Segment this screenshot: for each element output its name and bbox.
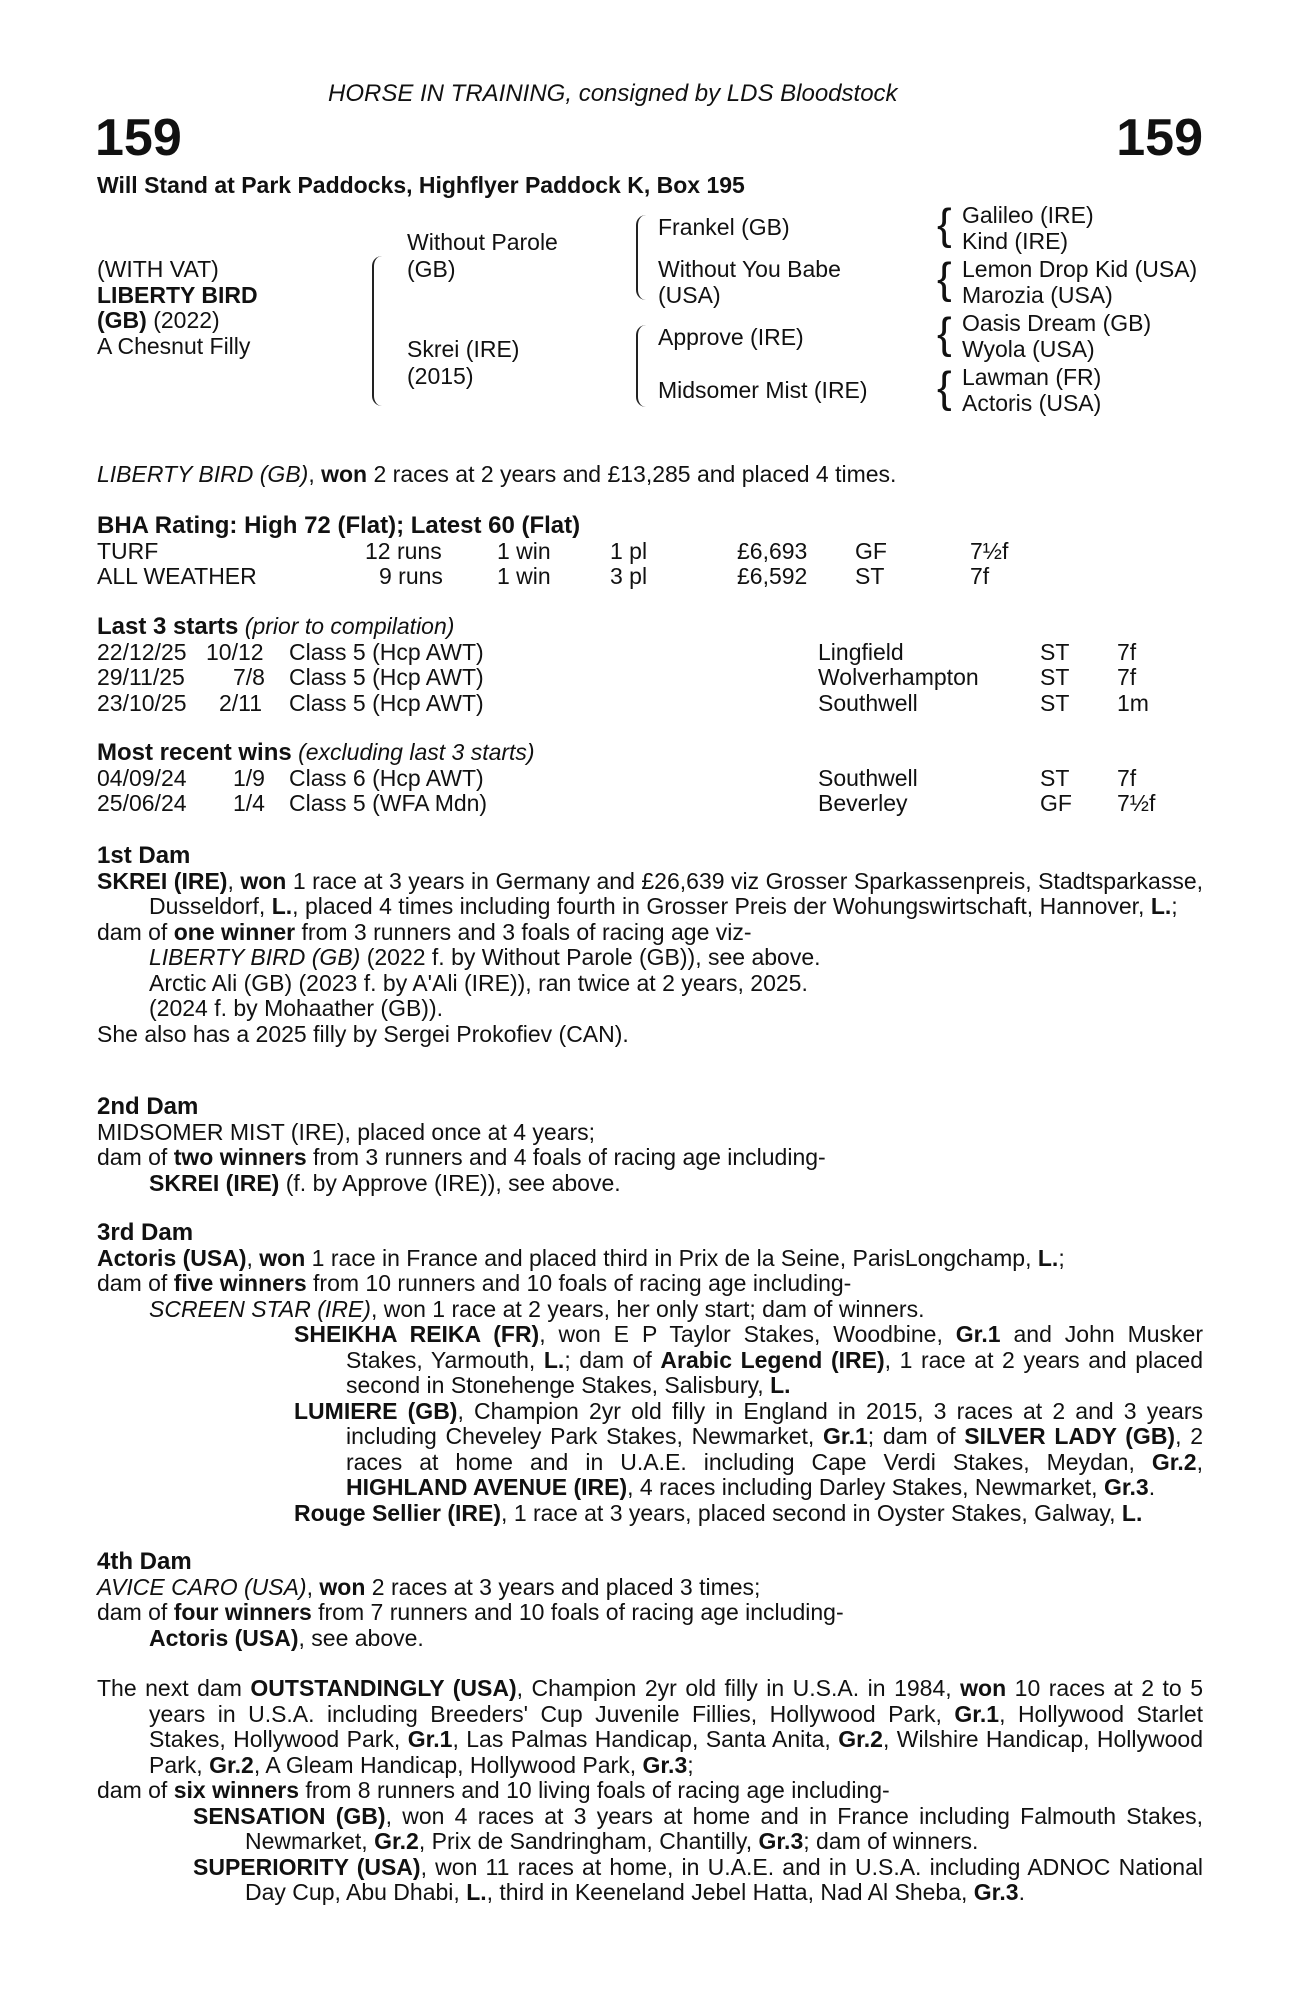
text: (f. by Approve (IRE)), see above. [279, 1169, 621, 1196]
text: from 3 runners and 4 foals of racing age including- [306, 1144, 826, 1170]
text: ; dam of [564, 1346, 661, 1373]
start-position: 10/12 [206, 638, 264, 665]
dam-name: OUTSTANDINGLY (USA) [250, 1675, 517, 1701]
winners-count: six winners [173, 1777, 299, 1803]
rating-row-aw [97, 564, 1203, 590]
listed-label: L. [770, 1372, 791, 1398]
dam4-produce-summary [97, 1600, 1203, 1626]
text: , Hollywood Starlet Stakes, Hollywood Park, [149, 1700, 1203, 1752]
grade-label: Gr.1 [954, 1700, 1000, 1727]
dam4-record: AVICE CARO (USA), won 2 races at 3 years and placed 3 times; [97, 1573, 761, 1600]
text: from 10 runners and 10 foals of racing age including- [306, 1270, 852, 1296]
text: , Champion 2yr old filly in U.S.A. in 1984, [516, 1675, 961, 1701]
rating-wins: 1 win [497, 537, 551, 564]
produce-item [97, 1501, 1203, 1527]
winners-count: five winners [173, 1270, 307, 1296]
text: ; [687, 1751, 694, 1778]
text: , see above. [298, 1624, 424, 1651]
produce-name: SENSATION (GB) [193, 1802, 386, 1829]
start-position: 2/11 [219, 689, 263, 716]
text: ; [1058, 1244, 1065, 1271]
grade-label: Gr.3 [1103, 1474, 1149, 1500]
start-course: Lingfield [818, 638, 904, 665]
win-position: 1/4 [233, 790, 265, 816]
dam2-record: MIDSOMER MIST (IRE), placed once at 4 years; [97, 1118, 596, 1145]
win-row [97, 791, 1203, 817]
text: dam of [97, 1270, 174, 1296]
rating-row-turf [97, 539, 1203, 565]
win-race: Class 5 (WFA Mdn) [289, 790, 488, 816]
grade-label: Gr.1 [407, 1726, 453, 1752]
next-dam-record [97, 1676, 1203, 1778]
text: , won 4 races at 3 years at home and in France including Falmouth Stakes, Newmarket, [245, 1802, 1204, 1854]
sire: Without Parole [407, 229, 558, 255]
produce-name: Arabic Legend (IRE) [660, 1346, 885, 1373]
text: , Champion 2yr old filly in England in 2015, 3 races at 2 and 3 years including Cheveley Park Stakes, Newmarket, [346, 1397, 1203, 1449]
brace-gen1 [372, 256, 384, 406]
win-date: 04/09/24 [97, 764, 187, 791]
produce-name: LUMIERE (GB) [294, 1397, 458, 1424]
produce-item [97, 1626, 1203, 1652]
brace-gen3-1: { [937, 200, 952, 249]
section-heading: 4th Dam [97, 1548, 192, 1575]
win-position: 1/9 [233, 764, 265, 791]
listed-label: L. [1150, 893, 1172, 919]
horse-country: (GB) [97, 307, 147, 333]
rating-runs: 9 runs [379, 563, 443, 589]
brace-gen3-3: { [937, 309, 952, 358]
listed-label: L. [1121, 1499, 1143, 1526]
win-going: GF [1040, 790, 1072, 816]
text: , A Gleam Handicap, Hollywood Park, [253, 1751, 643, 1778]
sire-country: (GB) [407, 256, 456, 282]
winners-count: two winners [173, 1144, 307, 1170]
text: 10 races at 2 to 5 years in U.S.A. including Breeders' Cup Juvenile Fillies, Hollywood Park, [149, 1675, 1203, 1727]
grade-label: Gr.3 [758, 1828, 804, 1854]
text: (2022 f. by Without Parole (GB)), see above. [360, 944, 821, 970]
text: , 4 races including Darley Stakes, Newmarket, [627, 1474, 1104, 1500]
won-label: won [240, 867, 287, 894]
start-date: 22/12/25 [97, 638, 187, 665]
fourth-dam-section [97, 1549, 1203, 1651]
won-label: won [319, 1573, 366, 1600]
produce-item: Arctic Ali (GB) (2023 f. by A'Ali (IRE)), ran twice at 2 years, 2025. [149, 969, 808, 996]
produce-note: She also has a 2025 filly by Sergei Prokofiev (CAN). [97, 1020, 629, 1047]
wins-heading [97, 740, 1203, 766]
vat-note: (WITH VAT) [97, 256, 219, 282]
produce-item [97, 1855, 1203, 1906]
produce-item: LUMIERE (GB), Champion 2yr old filly in England in 2015, 3 races at 2 and 3 years including Cheveley Park Stakes, Newmarket, Gr.1; dam of SILVER LADY (GB), 2 races at home and in U.A.E. including Cape Verdi Stakes, Meydan, Gr.2, HIGHLAND AVENUE (IRE), 4 races including Darley Stakes, Newmarket, Gr.3. [294, 1397, 1204, 1500]
dam-name: Actoris (USA) [97, 1244, 247, 1271]
start-course: Southwell [818, 689, 918, 716]
horse-year: (2022) [153, 307, 220, 333]
win-row [97, 766, 1203, 792]
rating-going: ST [855, 563, 885, 589]
win-date: 25/06/24 [97, 790, 187, 816]
start-row [97, 640, 1203, 666]
start-row [97, 691, 1203, 717]
win-course: Beverley [818, 790, 908, 816]
produce-name: SKREI (IRE) [149, 1169, 280, 1196]
brace-gen2-dam [636, 325, 648, 407]
dam-sire-sire: Oasis Dream (GB) [962, 310, 1152, 336]
sire-sire: Frankel (GB) [658, 214, 790, 240]
grade-label: Gr.3 [973, 1879, 1019, 1905]
sire-sire-dam: Kind (IRE) [962, 228, 1069, 254]
text: dam of [97, 1599, 174, 1625]
listed-label: L. [271, 893, 293, 919]
grade-label: Gr.2 [838, 1726, 883, 1752]
last3-note: (prior to compilation) [244, 613, 455, 639]
rating-runs: 12 runs [365, 537, 442, 564]
brace-gen3-4: { [937, 363, 952, 412]
dam-dam-sire: Lawman (FR) [962, 364, 1102, 390]
section-heading: 3rd Dam [97, 1219, 194, 1246]
stable-location: Will Stand at Park Paddocks, Highflyer Paddock K, Box 195 [97, 172, 745, 198]
text: 2 races at 3 years and placed 3 times; [365, 1573, 761, 1600]
produce-item: (2024 f. by Mohaather (GB)). [149, 995, 444, 1021]
produce-name: SUPERIORITY (USA) [193, 1853, 421, 1880]
text: , Prix de Sandringham, Chantilly, [418, 1828, 759, 1854]
wins-title: Most recent wins [97, 739, 292, 766]
win-course: Southwell [818, 764, 918, 791]
text: , Las Palmas Handicap, Santa Anita, [452, 1726, 839, 1752]
produce-item [97, 1297, 1203, 1323]
last3-title: Last 3 starts [97, 613, 239, 640]
most-recent-wins [97, 740, 1203, 817]
dam-name: SKREI (IRE) [97, 867, 228, 894]
next-dam-section [97, 1676, 1203, 1906]
wins-note: (excluding last 3 starts) [298, 739, 535, 765]
section-heading: 2nd Dam [97, 1093, 199, 1120]
sire-dam-country: (USA) [658, 282, 721, 308]
won-label: won [960, 1675, 1007, 1701]
grade-label: Gr.1 [823, 1423, 868, 1449]
text: dam of [97, 1144, 174, 1170]
start-going: ST [1040, 689, 1070, 716]
dam: Skrei (IRE) [407, 336, 520, 362]
sire-dam-sire: Lemon Drop Kid (USA) [962, 256, 1198, 282]
dam1-produce-summary [97, 920, 1203, 946]
text: 1 race in France and placed third in Prix de la Seine, ParisLongchamp, [305, 1244, 1038, 1271]
text: , won 1 race at 2 years, her only start; dam of winners. [370, 1295, 925, 1322]
summary-text: 2 races at 2 years and £13,285 and placed 4 times. [367, 461, 897, 487]
dam-sire-dam: Wyola (USA) [962, 336, 1095, 362]
start-date: 23/10/25 [97, 689, 187, 716]
rating-places: 3 pl [610, 563, 648, 589]
produce-name: HIGHLAND AVENUE (IRE) [346, 1474, 628, 1500]
last3-heading [97, 614, 1203, 640]
rating-surface: TURF [97, 537, 159, 564]
text: from 3 runners and 3 foals of racing age viz- [295, 918, 752, 945]
last-3-starts [97, 614, 1203, 716]
text: from 7 runners and 10 foals of racing age including- [311, 1599, 844, 1625]
text: , Wilshire Handicap, Hollywood Park, [149, 1726, 1203, 1778]
rating-prize: £6,592 [737, 563, 808, 589]
next-dam-produce-summary [97, 1778, 1203, 1804]
rating-going: GF [855, 537, 887, 564]
text: dam of [97, 918, 174, 945]
horse-origin [97, 308, 258, 334]
brace-gen3-2: { [937, 254, 952, 303]
start-race: Class 5 (Hcp AWT) [289, 664, 484, 690]
horse-identity [97, 257, 258, 359]
dam-year: (2015) [407, 363, 474, 389]
dam-dam: Midsomer Mist (IRE) [658, 377, 868, 403]
produce-name: SCREEN STAR (IRE) [149, 1295, 371, 1322]
text: , 1 race at 3 years, placed second in Oyster Stakes, Galway, [501, 1499, 1122, 1526]
summary-won: won [321, 461, 368, 487]
win-distance: 7f [1117, 764, 1137, 791]
listed-label: L. [466, 1879, 487, 1905]
rating-distance: 7f [970, 563, 990, 589]
rating-wins: 1 win [497, 563, 551, 589]
listed-label: L. [543, 1346, 565, 1373]
listed-label: L. [1037, 1244, 1059, 1271]
rating-surface: ALL WEATHER [97, 563, 257, 589]
lot-number-left: 159 [95, 109, 182, 167]
dam-sire: Approve (IRE) [658, 324, 804, 350]
grade-label: Gr.3 [642, 1751, 688, 1778]
start-date: 29/11/25 [97, 664, 185, 690]
text: and John Musker Stakes, Yarmouth, [346, 1321, 1204, 1373]
dam-name: AVICE CARO (USA) [97, 1573, 307, 1600]
text: , third in Keeneland Jebel Hatta, Nad Al Sheba, [486, 1879, 974, 1905]
rating-prize: £6,693 [737, 537, 808, 564]
second-dam-section [97, 1094, 1203, 1196]
text: The next dam [97, 1675, 251, 1701]
text: ; dam of winners. [803, 1828, 979, 1854]
start-position: 7/8 [233, 664, 265, 690]
dam-dam-dam: Actoris (USA) [962, 390, 1102, 416]
start-distance: 7f [1117, 638, 1137, 665]
start-distance: 7f [1117, 664, 1137, 690]
horse-name: LIBERTY BIRD [97, 281, 258, 308]
won-label: won [259, 1244, 306, 1271]
sire-dam-dam: Marozia (USA) [962, 282, 1113, 308]
lot-number-right: 159 [1116, 109, 1203, 167]
start-race: Class 5 (Hcp AWT) [289, 638, 484, 665]
text: , won E P Taylor Stakes, Woodbine, [539, 1321, 956, 1347]
produce-item [97, 945, 1203, 971]
first-dam-section [97, 843, 1203, 1047]
start-course: Wolverhampton [818, 664, 979, 690]
summary-horse: LIBERTY BIRD (GB) [97, 461, 309, 487]
text: , placed 4 times including fourth in Grosser Preis der Wohungswirtschaft, Hannover, [292, 893, 1151, 919]
produce-item [97, 1322, 1203, 1399]
dam3-produce-summary [97, 1271, 1203, 1297]
dam3-record: Actoris (USA), won 1 race in France and placed third in Prix de la Seine, ParisLongchamp, L.; [97, 1244, 1065, 1271]
text: dam of [97, 1777, 174, 1803]
grade-label: Gr.1 [955, 1321, 1001, 1347]
brace-gen2-sire [636, 215, 648, 300]
start-going: ST [1040, 664, 1070, 690]
text: ; [1171, 893, 1178, 919]
produce-item [97, 1171, 1203, 1197]
start-race: Class 5 (Hcp AWT) [289, 689, 484, 716]
text: ; dam of [867, 1423, 965, 1449]
text: from 8 runners and 10 living foals of racing age including- [299, 1777, 890, 1803]
produce-item [97, 1804, 1203, 1855]
rating-distance: 7½f [970, 537, 1009, 564]
grade-label: Gr.2 [209, 1751, 254, 1778]
produce-name: Rouge Sellier (IRE) [294, 1499, 502, 1526]
sire-sire-sire: Galileo (IRE) [962, 202, 1094, 228]
catalogue-heading: HORSE IN TRAINING, consigned by LDS Bloodstock [328, 80, 898, 107]
produce-name: LIBERTY BIRD (GB) [149, 944, 361, 970]
rating-title: BHA Rating: High 72 (Flat); Latest 60 (Flat) [97, 512, 581, 539]
dam2-produce-summary [97, 1145, 1203, 1171]
grade-label: Gr.2 [374, 1828, 419, 1854]
produce-name: SILVER LADY (GB) [964, 1423, 1176, 1449]
produce-name: Actoris (USA) [149, 1624, 299, 1651]
third-dam-section [97, 1220, 1203, 1526]
start-row [97, 665, 1203, 691]
text: , 2 races at home and in U.A.E. including Cape Verdi Stakes, Meydan, [346, 1423, 1204, 1475]
win-race: Class 6 (Hcp AWT) [289, 764, 484, 791]
text: . [1018, 1879, 1025, 1905]
win-distance: 7½f [1117, 790, 1156, 816]
text: 1 race at 3 years in Germany and £26,639 viz Grosser Sparkassenpreis, Stadtsparkasse, Dusseldorf, [149, 867, 1204, 919]
winners-count: four winners [173, 1599, 312, 1625]
text: , won 11 races at home, in U.A.E. and in U.S.A. including ADNOC National Day Cup, Abu Dhabi, [245, 1853, 1203, 1905]
start-going: ST [1040, 638, 1070, 665]
grade-label: Gr.2 [1151, 1448, 1197, 1475]
horse-description: A Chesnut Filly [97, 332, 251, 359]
rating-section [97, 513, 1203, 590]
win-going: ST [1040, 764, 1070, 791]
winners-count: one winner [173, 918, 296, 945]
section-heading: 1st Dam [97, 842, 191, 869]
rating-places: 1 pl [610, 537, 648, 564]
dam1-record: SKREI (IRE), won 1 race at 3 years in Germany and £26,639 viz Grosser Sparkassenpreis, Stadtsparkasse, Dusseldorf, L., placed 4 times including fourth in Grosser Preis der Wohungswirtschaft, Hannover, L.; [97, 867, 1204, 919]
race-summary: LIBERTY BIRD (GB), won 2 races at 2 years and £13,285 and placed 4 times. [97, 461, 897, 487]
text: , 1 race at 2 years and placed second in Stonehenge Stakes, Salisbury, [346, 1346, 1204, 1398]
produce-name: SHEIKHA REIKA (FR) [294, 1321, 540, 1347]
start-distance: 1m [1117, 689, 1149, 716]
sire-dam: Without You Babe [658, 256, 841, 282]
